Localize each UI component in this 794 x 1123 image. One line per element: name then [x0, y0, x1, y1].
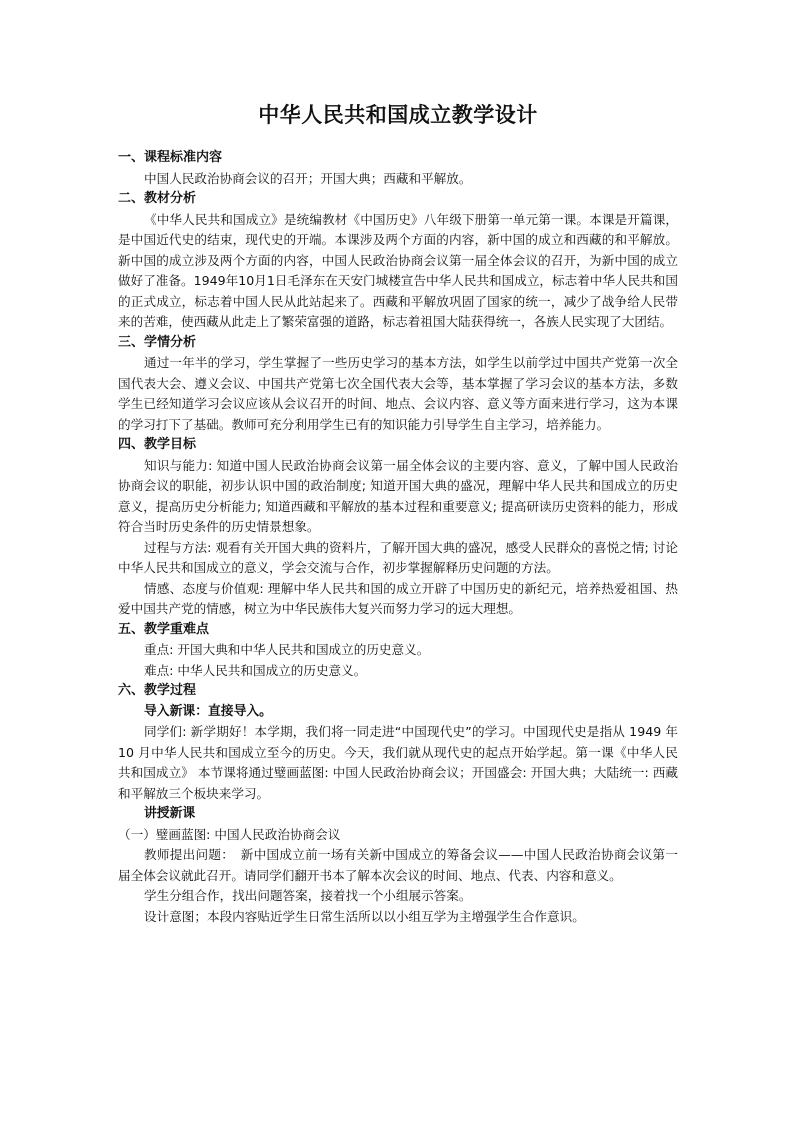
section-paragraph: 情感、态度与价值观: 理解中华人民共和国的成立开辟了中国历史的新纪元，培养热爱祖国、热爱中国共产党的情感，树立为中华民族伟大复兴而努力学习的远大理想。 [118, 580, 678, 616]
section-paragraph: 难点: 中华人民共和国成立的历史意义。 [144, 662, 367, 678]
document-page [118, 100, 678, 927]
section-heading-learner-analysis: 三、学情分析 [118, 334, 197, 350]
section-heading-textbook-analysis: 二、教材分析 [118, 191, 197, 206]
document-title: 中华人民共和国成立教学设计 [258, 102, 538, 127]
section-paragraph: 重点: 开国大典和中华人民共和国成立的历史意义。 [144, 642, 430, 657]
section-paragraph: 通过一年半的学习，学生掌握了一些历史学习的基本方法，如学生以前学过中国共产党第一次全国代表大会、遵义会议、中国共产党第七次全国代表大会等，基本掌握了学习会议的基本方法，多数学生已经知道学习会议应该从会议召开的时间、地点、会议内容、意义等方面来进行学习，这为本课的学习打下了基础。教师可充分利用学生已有的知识能力引导学生自主学习，培养能力。 [118, 355, 678, 432]
part-one-paragraph: 学生分组合作，找出问题答案，接着找一个小组展示答案。 [144, 888, 472, 903]
new-lesson-subheading: 讲授新课 [144, 806, 196, 821]
part-one-heading: （一）璧画蓝图: 中国人民政治协商会议 [118, 826, 341, 842]
section-heading-teaching-objectives: 四、教学目标 [118, 437, 197, 452]
section-heading-teaching-process: 六、教学过程 [118, 683, 197, 698]
section-paragraph: 知识与能力: 知道中国人民政治协商会议第一届全体会议的主要内容、意义，了解中国人民政治协商会议的职能，初步认识中国的政治制度; 知道开国大典的盛况，理解中华人民共和国成立的历史意义，提高历史分析能力; 知道西藏和平解放的基本过程和重要意义; 提高研读历史资料的能力，形成符合当时历史条件的历史情景想象。 [118, 457, 678, 534]
section-paragraph: 过程与方法: 观看有关开国大典的资料片，了解开国大典的盛况，感受人民群众的喜悦之情; 讨论中华人民共和国成立的意义，学会交流与合作，初步掌握解释历史问题的方法。 [118, 539, 678, 575]
section-paragraph: 中国人民政治协商会议的召开；开国大典；西藏和平解放。 [144, 170, 472, 186]
section-paragraph: 《中华人民共和国成立》是统编教材《中国历史》八年级下册第一单元第一课。本课是开篇课，是中国近代史的结束，现代史的开端。本课涉及两个方面的内容，新中国的成立和西藏的和平解放。新中国的成立涉及两个方面的内容，中国人民政治协商会议第一届全体会议的召开，为新中国的成立做好了准备。1949年10月1日毛泽东在天安门城楼宣告中华人民共和国成立，标志着中华人民共和国的正式成立，标志着中国人民从此站起来了。西藏和平解放巩固了国家的统一，减少了战争给人民带来的苦难，使西藏从此走上了繁荣富强的道路，标志着祖国大陆获得统一，各族人民实现了大团结。 [118, 211, 678, 329]
part-one-paragraph: 设计意图；本段内容贴近学生日常生活所以以小组互学为主增强学生合作意识。 [144, 908, 585, 924]
part-one-paragraph: 教师提出问题： 新中国成立前一场有关新中国成立的筹备会议——中国人民政治协商会议第一届全体会议就此召开。请同学们翻开书本了解本次会议的时间、地点、代表、内容和意义。 [118, 847, 678, 883]
section-heading-curriculum-standard: 一、课程标准内容 [118, 150, 223, 165]
intro-subheading: 导入新课：直接导入。 [144, 703, 272, 719]
intro-paragraph: 同学们: 新学期好！本学期，我们将一同走进“中国现代史”的学习。中国现代史是指从 1949 年 10 月中华人民共和国成立至今的历史。今天，我们就从现代史的起点开始学起。第一课《中华人民共和国成立》 本节课将通过璧画蓝图: 中国人民政治协商会议；开国盛会: 开国大典；大陆统一: 西藏和平解放三个板块来学习。 [118, 724, 678, 801]
section-heading-key-points: 五、教学重难点 [118, 621, 210, 637]
